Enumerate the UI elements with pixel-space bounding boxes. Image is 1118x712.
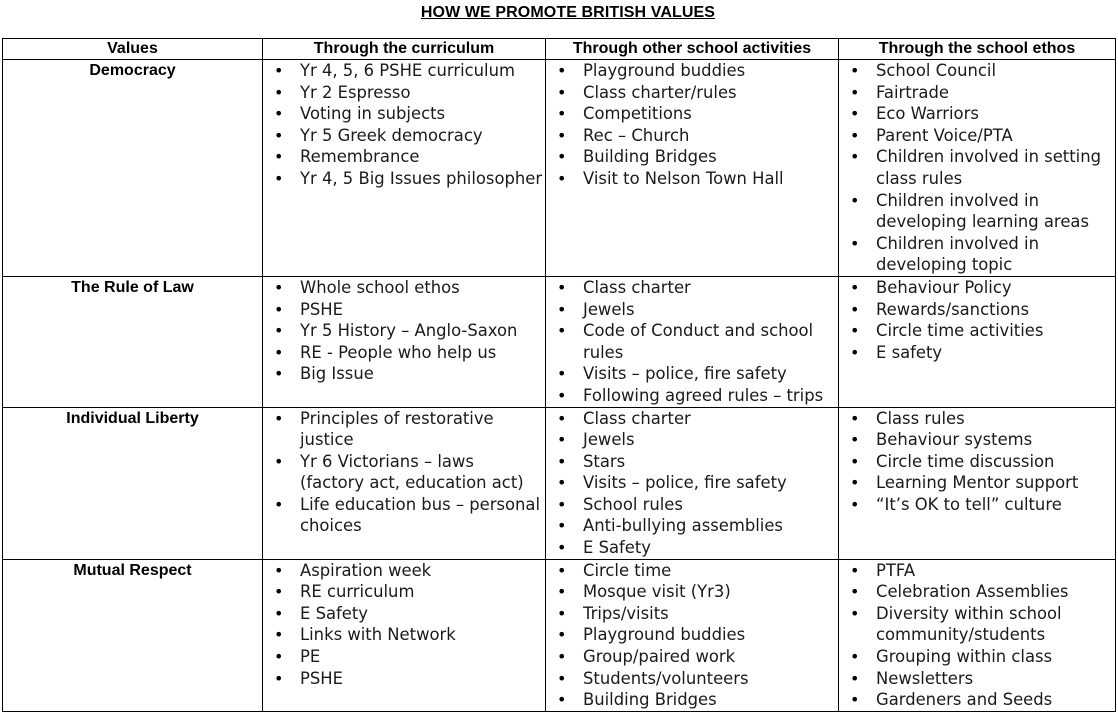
bullet-list [263,60,545,190]
list-item: • Code of Conduct and school rules [546,320,838,363]
list-item: • Students/volunteers [546,668,838,690]
bullet-list [839,277,1115,363]
bullet-list [546,277,838,407]
list-item: • Circle time activities [839,320,1115,342]
value-cell: The Rule of Law [3,276,263,407]
list-item: • Behaviour systems [839,429,1115,451]
header-ethos: Through the school ethos [839,39,1116,60]
list-item: • Circle time discussion [839,451,1115,473]
list-item: • PE [263,646,545,668]
activities-cell [546,559,839,711]
list-item: • Learning Mentor support [839,472,1115,494]
list-item: • Principles of restorative justice [263,408,545,451]
list-item: • Children involved in setting class rules [839,146,1115,189]
list-item: • Grouping within class [839,646,1115,668]
bullet-list [263,277,545,385]
list-item: • Rec – Church [546,125,838,147]
value-cell: Mutual Respect [3,559,263,711]
list-item: • Eco Warriors [839,103,1115,125]
list-item: • Trips/visits [546,603,838,625]
list-item: • Class charter/rules [546,82,838,104]
list-item: • PSHE [263,668,545,690]
bullet-list [263,560,545,690]
curriculum-cell [263,60,546,277]
list-item: • Aspiration week [263,560,545,582]
ethos-cell [839,60,1116,277]
bullet-list [839,560,1115,711]
list-item: • Visits – police, fire safety [546,472,838,494]
list-item: • Competitions [546,103,838,125]
ethos-cell [839,559,1116,711]
list-item: • Children involved in developing learning areas [839,190,1115,233]
list-item: • Voting in subjects [263,103,545,125]
bullet-list [263,408,545,538]
list-item: • Yr 5 Greek democracy [263,125,545,147]
list-item: • E Safety [546,537,838,559]
list-item: • Diversity within school community/students [839,603,1115,646]
list-item: • Yr 5 History – Anglo-Saxon [263,320,545,342]
bullet-list [546,560,838,711]
list-item: • Jewels [546,299,838,321]
list-item: • School Council [839,60,1115,82]
list-item: • Yr 4, 5, 6 PSHE curriculum [263,60,545,82]
list-item: • PTFA [839,560,1115,582]
list-item: • Building Bridges [546,689,838,711]
list-item: • Following agreed rules – trips [546,385,838,407]
value-cell: Individual Liberty [3,407,263,559]
header-activities: Through other school activities [546,39,839,60]
list-item: • E Safety [263,603,545,625]
header-curriculum: Through the curriculum [263,39,546,60]
table-row [3,60,1116,277]
table-row [3,276,1116,407]
list-item: • Jewels [546,429,838,451]
table-row [3,407,1116,559]
page-title: HOW WE PROMOTE BRITISH VALUES [420,4,716,21]
list-item: • Newsletters [839,668,1115,690]
curriculum-cell [263,559,546,711]
list-item: • RE - People who help us [263,342,545,364]
list-item: • PSHE [263,299,545,321]
list-item: • Playground buddies [546,60,838,82]
list-item: • Behaviour Policy [839,277,1115,299]
bullet-list [546,60,838,190]
activities-cell [546,276,839,407]
list-item: • Stars [546,451,838,473]
list-item: • Mosque visit (Yr3) [546,581,838,603]
header-row [3,39,1116,60]
list-item: • Yr 4, 5 Big Issues philosopher [263,168,545,190]
list-item: • Whole school ethos [263,277,545,299]
list-item: • Class rules [839,408,1115,430]
list-item: • Playground buddies [546,624,838,646]
curriculum-cell [263,407,546,559]
activities-cell [546,407,839,559]
list-item: • School rules [546,494,838,516]
list-item: • Fairtrade [839,82,1115,104]
list-item: • “It’s OK to tell” culture [839,494,1115,516]
ethos-cell [839,276,1116,407]
list-item: • Links with Network [263,624,545,646]
list-item: • Circle time [546,560,838,582]
list-item: • Parent Voice/PTA [839,125,1115,147]
list-item: • Yr 6 Victorians – laws (factory act, education act) [263,451,545,494]
list-item: • Life education bus – personal choices [263,494,545,537]
list-item: • Class charter [546,408,838,430]
bullet-list [839,408,1115,516]
list-item: • Group/paired work [546,646,838,668]
header-values: Values [3,39,263,60]
values-table [2,38,1116,712]
table-row [3,559,1116,711]
list-item: • Gardeners and Seeds [839,689,1115,711]
list-item: • Remembrance [263,146,545,168]
list-item: • Visits – police, fire safety [546,363,838,385]
value-cell: Democracy [3,60,263,277]
list-item: • Building Bridges [546,146,838,168]
list-item: • Children involved in developing topic [839,233,1115,276]
bullet-list [839,60,1115,276]
curriculum-cell [263,276,546,407]
list-item: • Celebration Assemblies [839,581,1115,603]
activities-cell [546,60,839,277]
list-item: • E safety [839,342,1115,364]
list-item: • Yr 2 Espresso [263,82,545,104]
list-item: • Visit to Nelson Town Hall [546,168,838,190]
ethos-cell [839,407,1116,559]
list-item: • Rewards/sanctions [839,299,1115,321]
bullet-list [546,408,838,559]
list-item: • Big Issue [263,363,545,385]
list-item: • Class charter [546,277,838,299]
list-item: • Anti-bullying assemblies [546,515,838,537]
list-item: • RE curriculum [263,581,545,603]
